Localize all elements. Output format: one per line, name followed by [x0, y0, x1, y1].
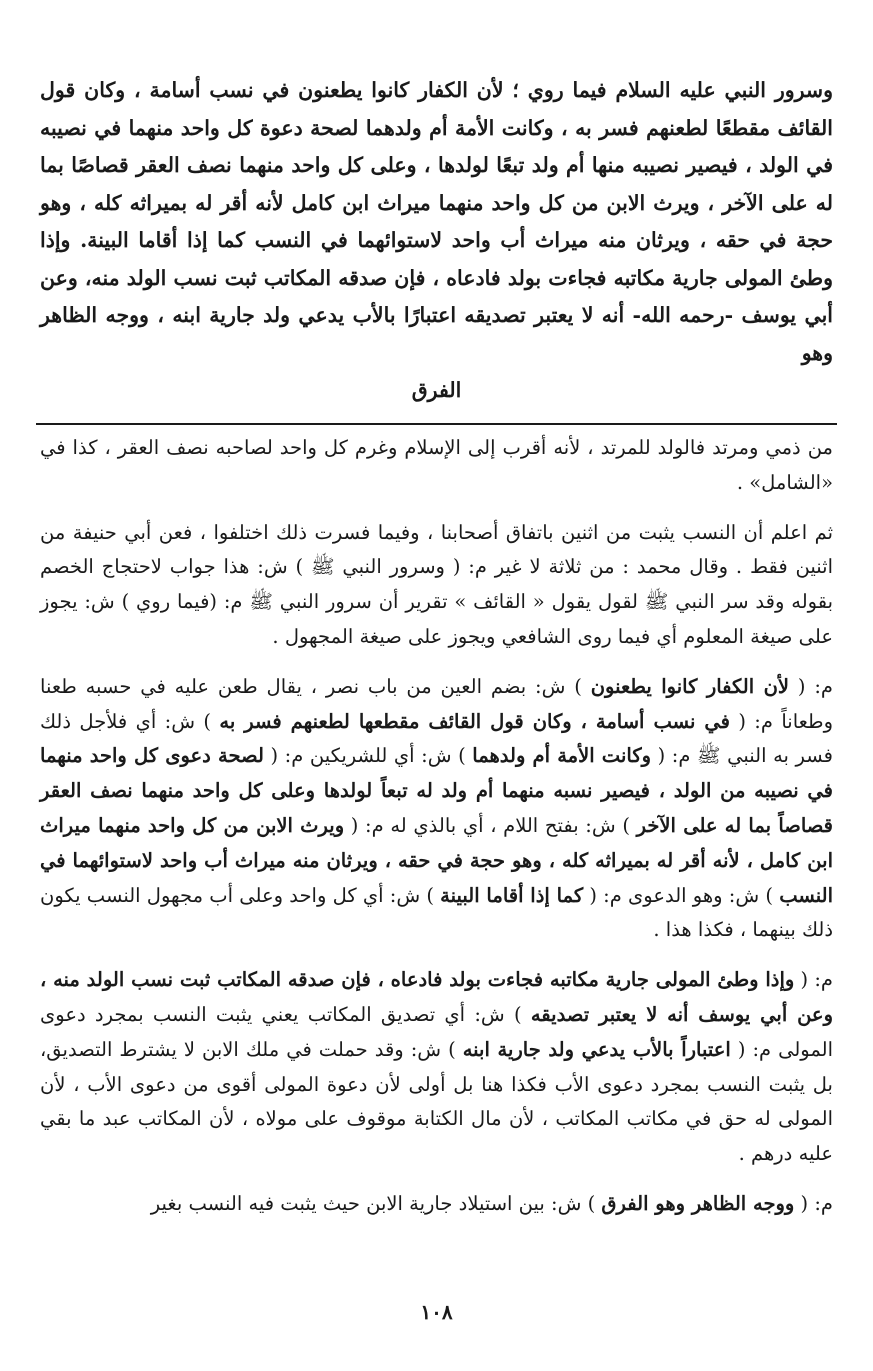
sharh-text: ) ش: أي كل واحد وعلى أب مجهول النسب يكون ذلك بينهما ، فكذا هذا . — [40, 883, 833, 942]
page-number: ١٠٨ — [420, 1300, 453, 1324]
quoted-matn: وإذا وطئ المولى جارية مكاتبه فجاءت بولد فادعاه ، فإن صدقه المكاتب ثبت نسب الولد منه ، وعن أبي يوسف أنه لا يعتبر تصديقه — [40, 968, 833, 1026]
quoted-matn: لأن الكفار كانوا يطعنون — [590, 674, 790, 698]
marker-text: م: ( — [789, 674, 833, 698]
commentary-paragraph-3 — [36, 670, 837, 948]
sharh-text: ) ش: أي فلأجل ذلك فسر به النبي ﷺ م: ( — [40, 709, 833, 768]
quoted-matn: لصحة دعوى كل واحد منهما في نصيبه من الولد ، فيصير نسبه منهما أم ولد له تبعاً لولدها وعلى كل واحد منهما نصف العقر قصاصاً بما له على الآخر — [40, 744, 833, 837]
sharh-text: ) ش: وقد حملت في ملك الابن لا يشترط التصديق، بل يثبت النسب بمجرد دعوى الأب فكذا هنا بل أولى لأن دعوة المولى أقوى من دعوى الأب ، لأن المولى له حق في مكاتب المكاتب ، لأن مال الكتابة موقوف على مولاه ، لأن المكاتب عبد ما بقي عليه درهم . — [40, 1037, 833, 1166]
separator-rule — [36, 423, 837, 425]
quoted-matn: ووجه الظاهر وهو الفرق — [601, 1191, 795, 1215]
commentary-paragraph-4 — [36, 963, 837, 1172]
sharh-text: ) ش: وهو الدعوى م: ( — [583, 883, 780, 907]
sharh-text: ) ش: بفتح اللام ، أي بالذي له م: ( — [344, 813, 637, 837]
matn-tail-word: الفرق — [411, 378, 462, 402]
sharh-text: ) ش: أي تصديق المكاتب يعني يثبت النسب بمجرد دعوى المولى م: ( — [40, 1002, 833, 1061]
quoted-matn: كما إذا أقاما البينة — [440, 883, 584, 907]
quoted-matn: ويرث الابن من كل واحد منهما ميراث ابن كامل ، لأنه أقر له بميراثه كله ، وهو حجة في حقه ، ويرثان منه ميراث أب واحد لاستوائهما في النسب — [40, 813, 833, 907]
quoted-matn: في نسب أسامة ، وكان قول القائف مقطعها لطعنهم فسر به — [219, 709, 730, 733]
commentary-paragraph-2: ثم اعلم أن النسب يثبت من اثنين باتفاق أصحابنا ، وفيما فسرت ذلك اختلفوا ، فعن أبي حنيفة من اثنين فقط . وقال محمد : من ثلاثة لا غير م: ( وسرور النبي ﷺ ) ش: هذا جواب لاحتجاج الخصم بقوله وقد سر النبي ﷺ لقول يقول « القائف » تقرير أن سرور النبي ﷺ م: (فيما روي ) ش: يجوز على صيغة المعلوم أي فيما روى الشافعي ويجوز على صيغة المجهول . — [40, 520, 833, 648]
sharh-text: ) ش: بين استيلاد جارية الابن حيث يثبت فيه النسب بغير — [150, 1191, 602, 1215]
sharh-text: ) ش: بضم العين من باب نصر ، يقال طعن عليه في حسبه طعنا وطعاناً م: ( — [40, 674, 833, 733]
sharh-text: ) ش: أي للشريكين م: ( — [263, 744, 473, 768]
book-page — [36, 72, 837, 1371]
marker-text: م: ( — [794, 968, 833, 992]
marker-text: م: ( — [794, 1191, 833, 1215]
matn-main-text: وسرور النبي عليه السلام فيما روي ؛ لأن الكفار كانوا يطعنون في نسب أسامة ، وكان قول القائف مقطعًا لطعنهم فسر به ، وكانت الأمة أم ولدهما لصحة دعوة كل واحد منهما في نصيبه في الولد ، فيصير نصيبه منها أم ولد تبعًا لولدها ، وعلى كل واحد منهما نصف العقر قصاصًا بما له على الآخر ، ويرث الابن من كل واحد منهما ميراث ابن كامل لأنه أقر له بميراثه كله ، وهو حجة في حقه ، ويرثان منه ميراث أب واحد لاستوائهما في النسب كما إذا أقاما البينة. وإذا وطئ المولى جارية مكاتبه فجاءت بولد فادعاه ، فإن صدقه المكاتب ثبت نسب الولد منه، وعن أبي يوسف -رحمه الله- أنه لا يعتبر تصديقه اعتبارًا بالأب يدعي ولد جارية ابنه ، ووجه الظاهر وهو — [40, 78, 833, 365]
commentary-paragraph-1: من ذمي ومرتد فالولد للمرتد ، لأنه أقرب إلى الإسلام وغرم كل واحد لصاحبه نصف العقر ، كذا في «الشامل» . — [40, 436, 833, 494]
quoted-matn: وكانت الأمة أم ولدهما — [472, 744, 652, 768]
commentary-paragraph-5 — [36, 1187, 837, 1222]
quoted-matn: اعتباراً بالأب يدعي ولد جارية ابنه — [462, 1037, 731, 1061]
